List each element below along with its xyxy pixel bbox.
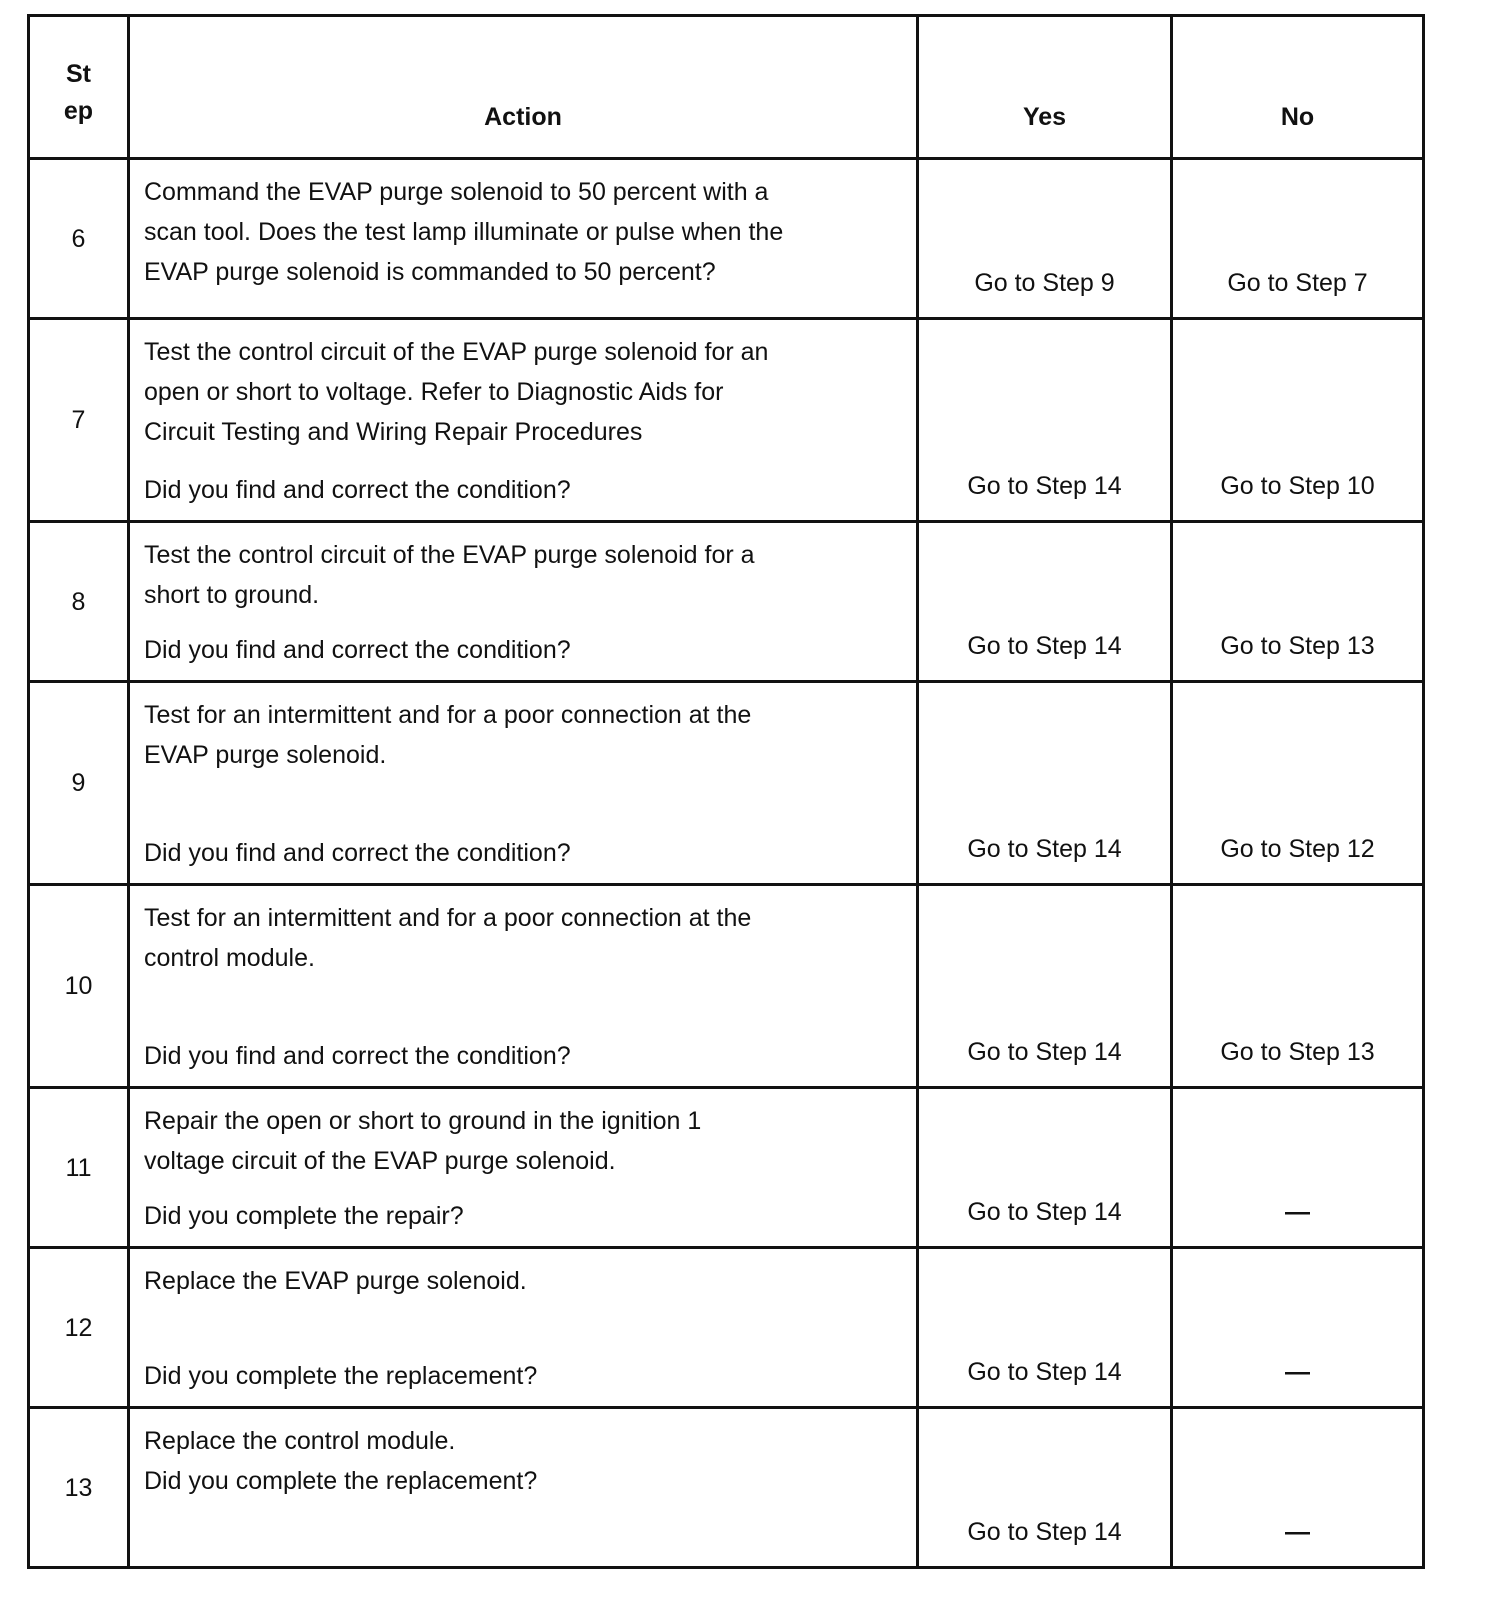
action-text-line: EVAP purge solenoid. <box>144 741 387 769</box>
no-action: — <box>1285 1198 1310 1226</box>
yes-cell <box>918 885 1172 1088</box>
yes-action: Go to Step 14 <box>967 632 1122 660</box>
no-cell <box>1172 159 1424 319</box>
yes-cell <box>918 522 1172 682</box>
yes-action: Go to Step 14 <box>967 1198 1122 1226</box>
no-cell <box>1172 682 1424 885</box>
action-text-line: Test the control circuit of the EVAP purge solenoid for a <box>144 541 755 569</box>
no-cell <box>1172 885 1424 1088</box>
action-text-line: EVAP purge solenoid is commanded to 50 percent? <box>144 258 716 286</box>
step-number-cell <box>29 682 129 885</box>
yes-cell <box>918 682 1172 885</box>
no-action: — <box>1285 1518 1310 1546</box>
no-action: Go to Step 10 <box>1220 472 1375 500</box>
action-question: Did you find and correct the condition? <box>144 636 571 664</box>
step-number-cell <box>29 1248 129 1408</box>
step-number: 7 <box>71 406 86 434</box>
step-header <box>29 16 129 159</box>
action-text-line: open or short to voltage. Refer to Diagnostic Aids for <box>144 378 724 406</box>
action-text-line: Replace the EVAP purge solenoid. <box>144 1267 527 1295</box>
no-cell <box>1172 522 1424 682</box>
action-header: Action <box>129 16 918 159</box>
table-row <box>29 885 1424 1088</box>
yes-header: Yes <box>918 16 1172 159</box>
table-row <box>29 159 1424 319</box>
step-number-cell <box>29 159 129 319</box>
table-body <box>29 159 1424 1568</box>
action-cell <box>129 319 918 522</box>
no-action: Go to Step 13 <box>1220 1038 1375 1066</box>
step-number: 11 <box>65 1153 92 1182</box>
no-cell <box>1172 1088 1424 1248</box>
yes-cell <box>918 319 1172 522</box>
diagnostic-table <box>27 14 1425 1569</box>
step-number: 10 <box>64 972 93 1000</box>
action-text-line: voltage circuit of the EVAP purge solenoid. <box>144 1147 616 1175</box>
table-row <box>29 1248 1424 1408</box>
no-cell <box>1172 1248 1424 1408</box>
no-action: Go to Step 12 <box>1220 835 1375 863</box>
action-question: Did you complete the repair? <box>144 1202 464 1230</box>
step-number-cell <box>29 885 129 1088</box>
no-cell <box>1172 319 1424 522</box>
action-text-line: Test for an intermittent and for a poor connection at the <box>144 904 752 932</box>
action-text-line: Test the control circuit of the EVAP purge solenoid for an <box>144 338 769 366</box>
no-action: — <box>1285 1358 1310 1386</box>
step-number: 12 <box>64 1313 93 1342</box>
yes-action: Go to Step 14 <box>967 835 1122 863</box>
action-text-line: Circuit Testing and Wiring Repair Procedures <box>144 418 643 446</box>
yes-action: Go to Step 14 <box>967 472 1122 500</box>
action-cell <box>129 682 918 885</box>
step-number-cell <box>29 1088 129 1248</box>
table-row <box>29 522 1424 682</box>
action-cell <box>129 885 918 1088</box>
action-text-line: Repair the open or short to ground in the ignition 1 <box>144 1107 702 1135</box>
step-header-line-2: ep <box>63 97 94 125</box>
step-number: 9 <box>71 769 86 797</box>
step-number-cell <box>29 1408 129 1568</box>
step-number: 6 <box>71 224 86 253</box>
table-row <box>29 319 1424 522</box>
yes-cell <box>918 1088 1172 1248</box>
action-question: Did you find and correct the condition? <box>144 1042 571 1070</box>
action-cell <box>129 1408 918 1568</box>
step-number: 8 <box>71 587 86 616</box>
table-row <box>29 1408 1424 1568</box>
yes-action: Go to Step 9 <box>974 269 1115 297</box>
action-text-line: Test for an intermittent and for a poor connection at the <box>144 701 752 729</box>
table-row <box>29 682 1424 885</box>
action-text-line: control module. <box>144 944 315 972</box>
yes-cell <box>918 1248 1172 1408</box>
action-question: Did you find and correct the condition? <box>144 839 571 867</box>
no-action: Go to Step 13 <box>1220 632 1375 660</box>
no-header: No <box>1172 16 1424 159</box>
action-text-line: Command the EVAP purge solenoid to 50 percent with a <box>144 178 769 206</box>
no-action: Go to Step 7 <box>1227 269 1368 297</box>
action-cell <box>129 522 918 682</box>
yes-action: Go to Step 14 <box>967 1038 1122 1066</box>
action-text-line: short to ground. <box>144 581 320 609</box>
action-cell <box>129 159 918 319</box>
step-number-cell <box>29 319 129 522</box>
action-text-line: Replace the control module. <box>144 1427 456 1455</box>
step-number-cell <box>29 522 129 682</box>
action-text-line: scan tool. Does the test lamp illuminate or pulse when the <box>144 218 784 246</box>
step-header-line-1: St <box>66 59 91 88</box>
yes-action: Go to Step 14 <box>967 1518 1122 1546</box>
yes-cell <box>918 159 1172 319</box>
no-cell <box>1172 1408 1424 1568</box>
step-number: 13 <box>64 1473 93 1502</box>
action-question: Did you find and correct the condition? <box>144 476 571 504</box>
action-cell <box>129 1248 918 1408</box>
action-text-line: Did you complete the replacement? <box>144 1467 538 1495</box>
yes-cell <box>918 1408 1172 1568</box>
yes-action: Go to Step 14 <box>967 1358 1122 1386</box>
table-row <box>29 1088 1424 1248</box>
action-question: Did you complete the replacement? <box>144 1362 538 1390</box>
action-cell <box>129 1088 918 1248</box>
header-row <box>29 16 1424 159</box>
